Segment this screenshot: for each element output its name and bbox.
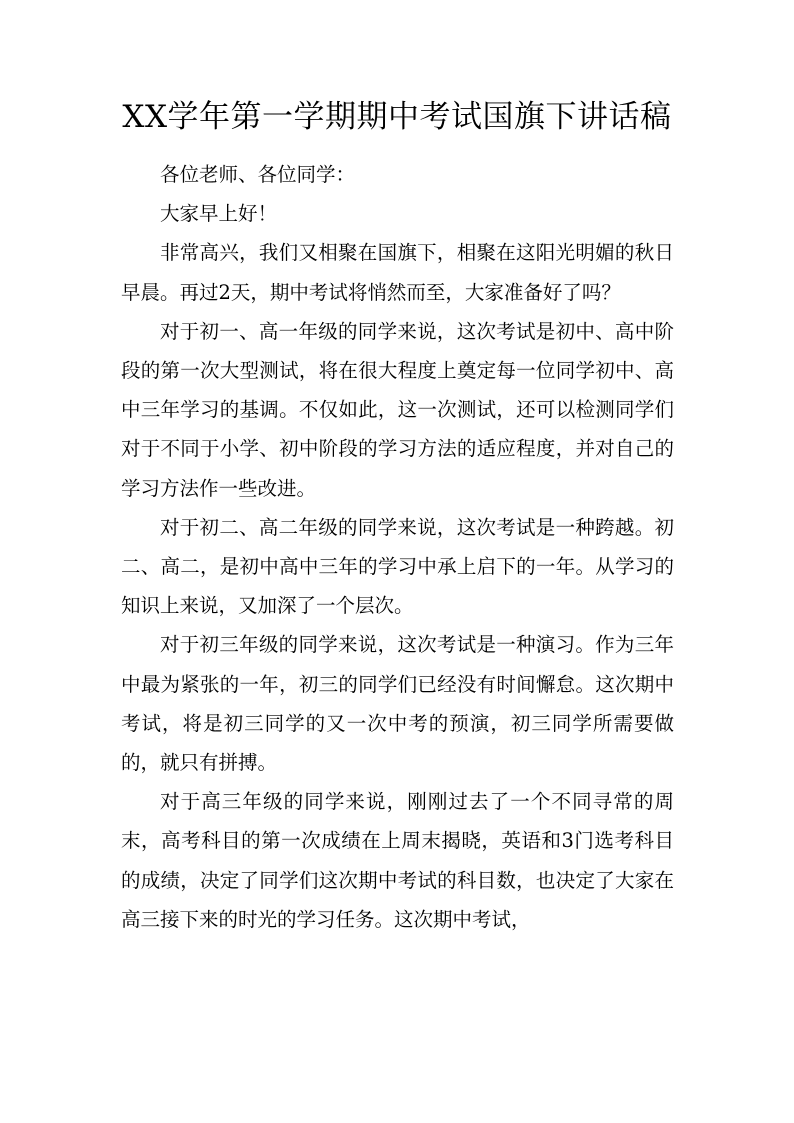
document-body: [121, 155, 674, 939]
paragraph-greeting: 各位老师、各位同学：: [160, 163, 356, 186]
paragraph-grade-one: 对于初一、高一年级的同学来说，这次考试是初中、高中阶段的第一次大型测试，将在很大程度上奠定每一位同学初中、高中三年学习的基调。不仅如此，这一次测试，还可以检测同学们对于不同于小学、初中阶段的学习方法的适应程度，并对自己的学习方法作一些改进。: [121, 319, 674, 500]
paragraph-grade-three-junior: 对于初三年级的同学来说，这次考试是一种演习。作为三年中最为紧张的一年，初三的同学们已经没有时间懈怠。这次期中考试，将是初三同学的又一次中考的预演，初三同学所需要做的，就只有拼搏。: [121, 633, 674, 775]
paragraph-intro: 非常高兴，我们又相聚在国旗下，相聚在这阳光明媚的秋日早晨。再过2天，期中考试将悄然而至，大家准备好了吗？: [121, 241, 674, 304]
paragraph-grade-three-senior: 对于高三年级的同学来说，刚刚过去了一个不同寻常的周末，高考科目的第一次成绩在上周末揭晓，英语和3门选考科目的成绩，决定了同学们这次期中考试的科目数，也决定了大家在高三接下来的时光的学习任务。这次期中考试，: [121, 790, 674, 931]
document-title: XX学年第一学期期中考试国旗下讲话稿: [122, 99, 672, 135]
paragraph-good-morning: 大家早上好！: [160, 202, 278, 226]
paragraph-grade-two: 对于初二、高二年级的同学来说，这次考试是一种跨越。初二、高二，是初中高中三年的学习中承上启下的一年。从学习的知识上来说，又加深了一个层次。: [121, 515, 674, 618]
